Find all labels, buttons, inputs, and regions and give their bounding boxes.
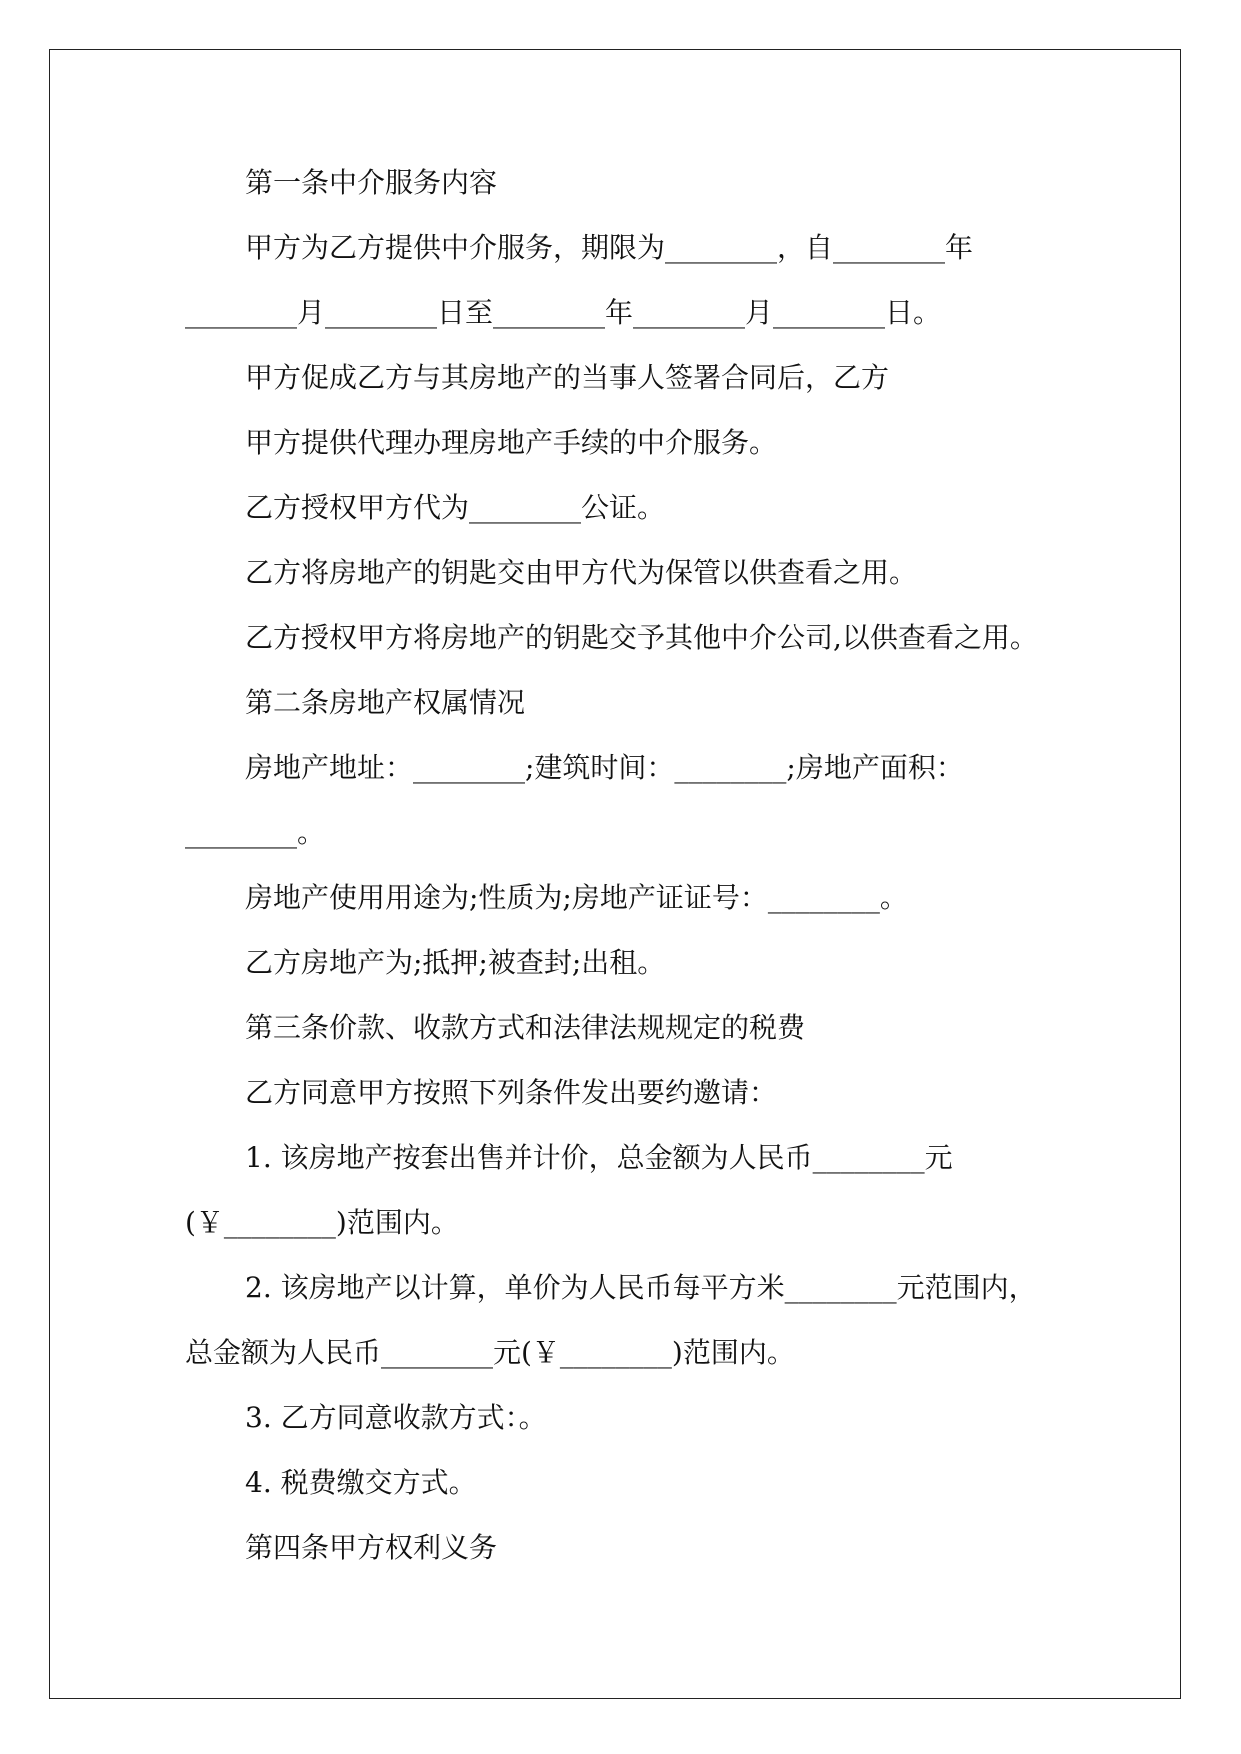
paragraph: 甲方促成乙方与其房地产的当事人签署合同后，乙方: [245, 361, 890, 394]
heading-article-2: 第二条房地产权属情况: [245, 686, 526, 719]
paragraph: ________月________日至________年________月________日。: [185, 296, 942, 329]
paragraph: 乙方将房地产的钥匙交由甲方代为保管以供查看之用。: [245, 556, 918, 589]
heading-article-3: 第三条价款、收款方式和法律法规规定的税费: [245, 1011, 806, 1044]
paragraph: 乙方同意甲方按照下列条件发出要约邀请：: [245, 1076, 778, 1109]
paragraph: 乙方授权甲方代为________公证。: [245, 491, 666, 524]
list-item: 4. 税费缴交方式。: [245, 1466, 477, 1499]
paragraph: 房地产使用用途为;性质为;房地产证证号：________。: [245, 881, 908, 914]
paragraph: (￥________)范围内。: [185, 1206, 459, 1239]
paragraph: 甲方为乙方提供中介服务，期限为________，自________年: [245, 231, 974, 264]
paragraph: 乙方授权甲方将房地产的钥匙交予其他中介公司,以供查看之用。: [245, 621, 1038, 654]
paragraph: 总金额为人民币________元(￥________)范围内。: [185, 1336, 795, 1369]
heading-article-1: 第一条中介服务内容: [245, 166, 498, 199]
document-body: [185, 150, 1065, 1580]
paragraph: 房地产地址：________;建筑时间：________;房地产面积：: [245, 751, 964, 784]
paragraph: 乙方房地产为;抵押;被查封;出租。: [245, 946, 666, 979]
paragraph: 甲方提供代理办理房地产手续的中介服务。: [245, 426, 778, 459]
paragraph: ________。: [185, 816, 326, 849]
list-item: 3. 乙方同意收款方式：。: [245, 1401, 547, 1434]
list-item: 2. 该房地产以计算，单价为人民币每平方米________元范围内，: [245, 1271, 1037, 1304]
heading-article-4: 第四条甲方权利义务: [245, 1531, 498, 1564]
list-item: 1. 该房地产按套出售并计价，总金额为人民币________元: [245, 1141, 953, 1174]
